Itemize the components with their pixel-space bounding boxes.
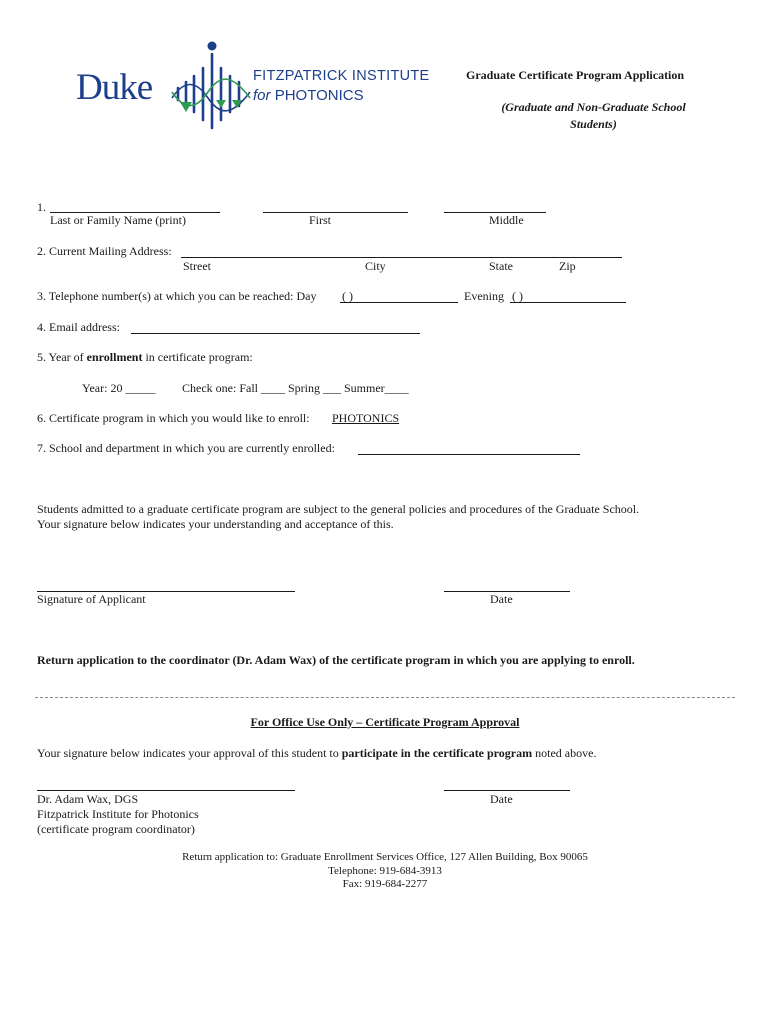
photonics-wave-icon bbox=[170, 40, 252, 130]
approval-pre: Your signature below indicates your approval of this student to bbox=[37, 746, 339, 760]
q5-bold: enrollment bbox=[86, 350, 143, 364]
approval-text bbox=[37, 746, 596, 761]
year-field[interactable]: Year: 20 _____ bbox=[82, 381, 156, 395]
street-label: Street bbox=[183, 259, 211, 273]
approval-post: noted above. bbox=[535, 746, 597, 760]
coordinator-date-field[interactable] bbox=[444, 790, 570, 791]
coordinator-signature-field[interactable] bbox=[37, 790, 295, 791]
logo-for: for bbox=[253, 87, 271, 104]
form-subtitle-line2: Students) bbox=[570, 117, 617, 131]
logo-duke-wordmark: Duke bbox=[76, 67, 153, 108]
return-note: Return application to the coordinator (Dr. Adam Wax) of the certificate program in which you are applying to enroll. bbox=[37, 653, 635, 667]
coordinator-date-label: Date bbox=[490, 792, 513, 806]
applicant-date-label: Date bbox=[490, 592, 513, 606]
footer-telephone: Telephone: 919-684-3913 bbox=[328, 865, 442, 877]
q6-program-value: PHOTONICS bbox=[332, 411, 400, 425]
q7-label: 7. School and department in which you are currently enrolled: bbox=[37, 441, 335, 455]
policy-line2: Your signature below indicates your understanding and acceptance of this. bbox=[37, 517, 394, 531]
mailing-address-field[interactable] bbox=[181, 257, 622, 258]
applicant-signature-label: Signature of Applicant bbox=[37, 592, 146, 606]
footer-fax: Fax: 919-684-2277 bbox=[342, 878, 428, 890]
state-label: State bbox=[489, 259, 513, 273]
evening-phone-field[interactable] bbox=[510, 302, 626, 303]
term-check-field[interactable]: Check one: Fall ____ Spring ___ Summer____ bbox=[182, 381, 409, 395]
section-divider bbox=[35, 697, 735, 698]
q5-label bbox=[37, 350, 253, 365]
q3-telephone-label: 3. Telephone number(s) at which you can be reached: Day bbox=[37, 289, 317, 303]
approval-bold: participate in the certificate program bbox=[341, 746, 533, 760]
day-phone-paren: ( ) bbox=[342, 289, 353, 303]
coordinator-role: (certificate program coordinator) bbox=[37, 822, 195, 836]
first-name-field[interactable] bbox=[263, 212, 408, 213]
policy-line1: Students admitted to a graduate certificate program are subject to the general policies and procedures of the Graduate School. bbox=[37, 502, 640, 516]
logo-photonics: PHOTONICS bbox=[274, 87, 364, 104]
coordinator-org: Fitzpatrick Institute for Photonics bbox=[37, 807, 199, 821]
q5-pre: 5. Year of bbox=[37, 350, 84, 364]
city-label: City bbox=[365, 259, 386, 273]
q6-label: 6. Certificate program in which you would like to enroll: bbox=[37, 411, 310, 425]
email-field[interactable] bbox=[131, 333, 420, 334]
form-subtitle-line1: (Graduate and Non-Graduate School bbox=[501, 100, 686, 114]
form-title: Graduate Certificate Program Application bbox=[466, 68, 685, 82]
zip-label: Zip bbox=[559, 259, 576, 273]
q2-address-label: 2. Current Mailing Address: bbox=[37, 244, 172, 258]
coordinator-name: Dr. Adam Wax, DGS bbox=[37, 792, 139, 806]
office-use-heading: For Office Use Only – Certificate Program Approval bbox=[250, 715, 520, 729]
logo-institute-line1: FITZPATRICK INSTITUTE bbox=[253, 68, 430, 84]
evening-phone-paren: ( ) bbox=[512, 289, 523, 303]
evening-label: Evening bbox=[464, 289, 504, 303]
school-department-field[interactable] bbox=[358, 454, 580, 455]
last-name-label: Last or Family Name (print) bbox=[50, 213, 186, 227]
middle-name-label: Middle bbox=[489, 213, 524, 227]
q5-post: in certificate program: bbox=[145, 350, 253, 364]
footer-address: Return application to: Graduate Enrollment Services Office, 127 Allen Building, Box 90065 bbox=[182, 851, 588, 863]
logo-institute-line2 bbox=[253, 87, 364, 104]
first-name-label: First bbox=[309, 213, 332, 227]
q4-email-label: 4. Email address: bbox=[37, 320, 120, 334]
q1-number: 1. bbox=[37, 200, 46, 214]
day-phone-field[interactable] bbox=[340, 302, 458, 303]
